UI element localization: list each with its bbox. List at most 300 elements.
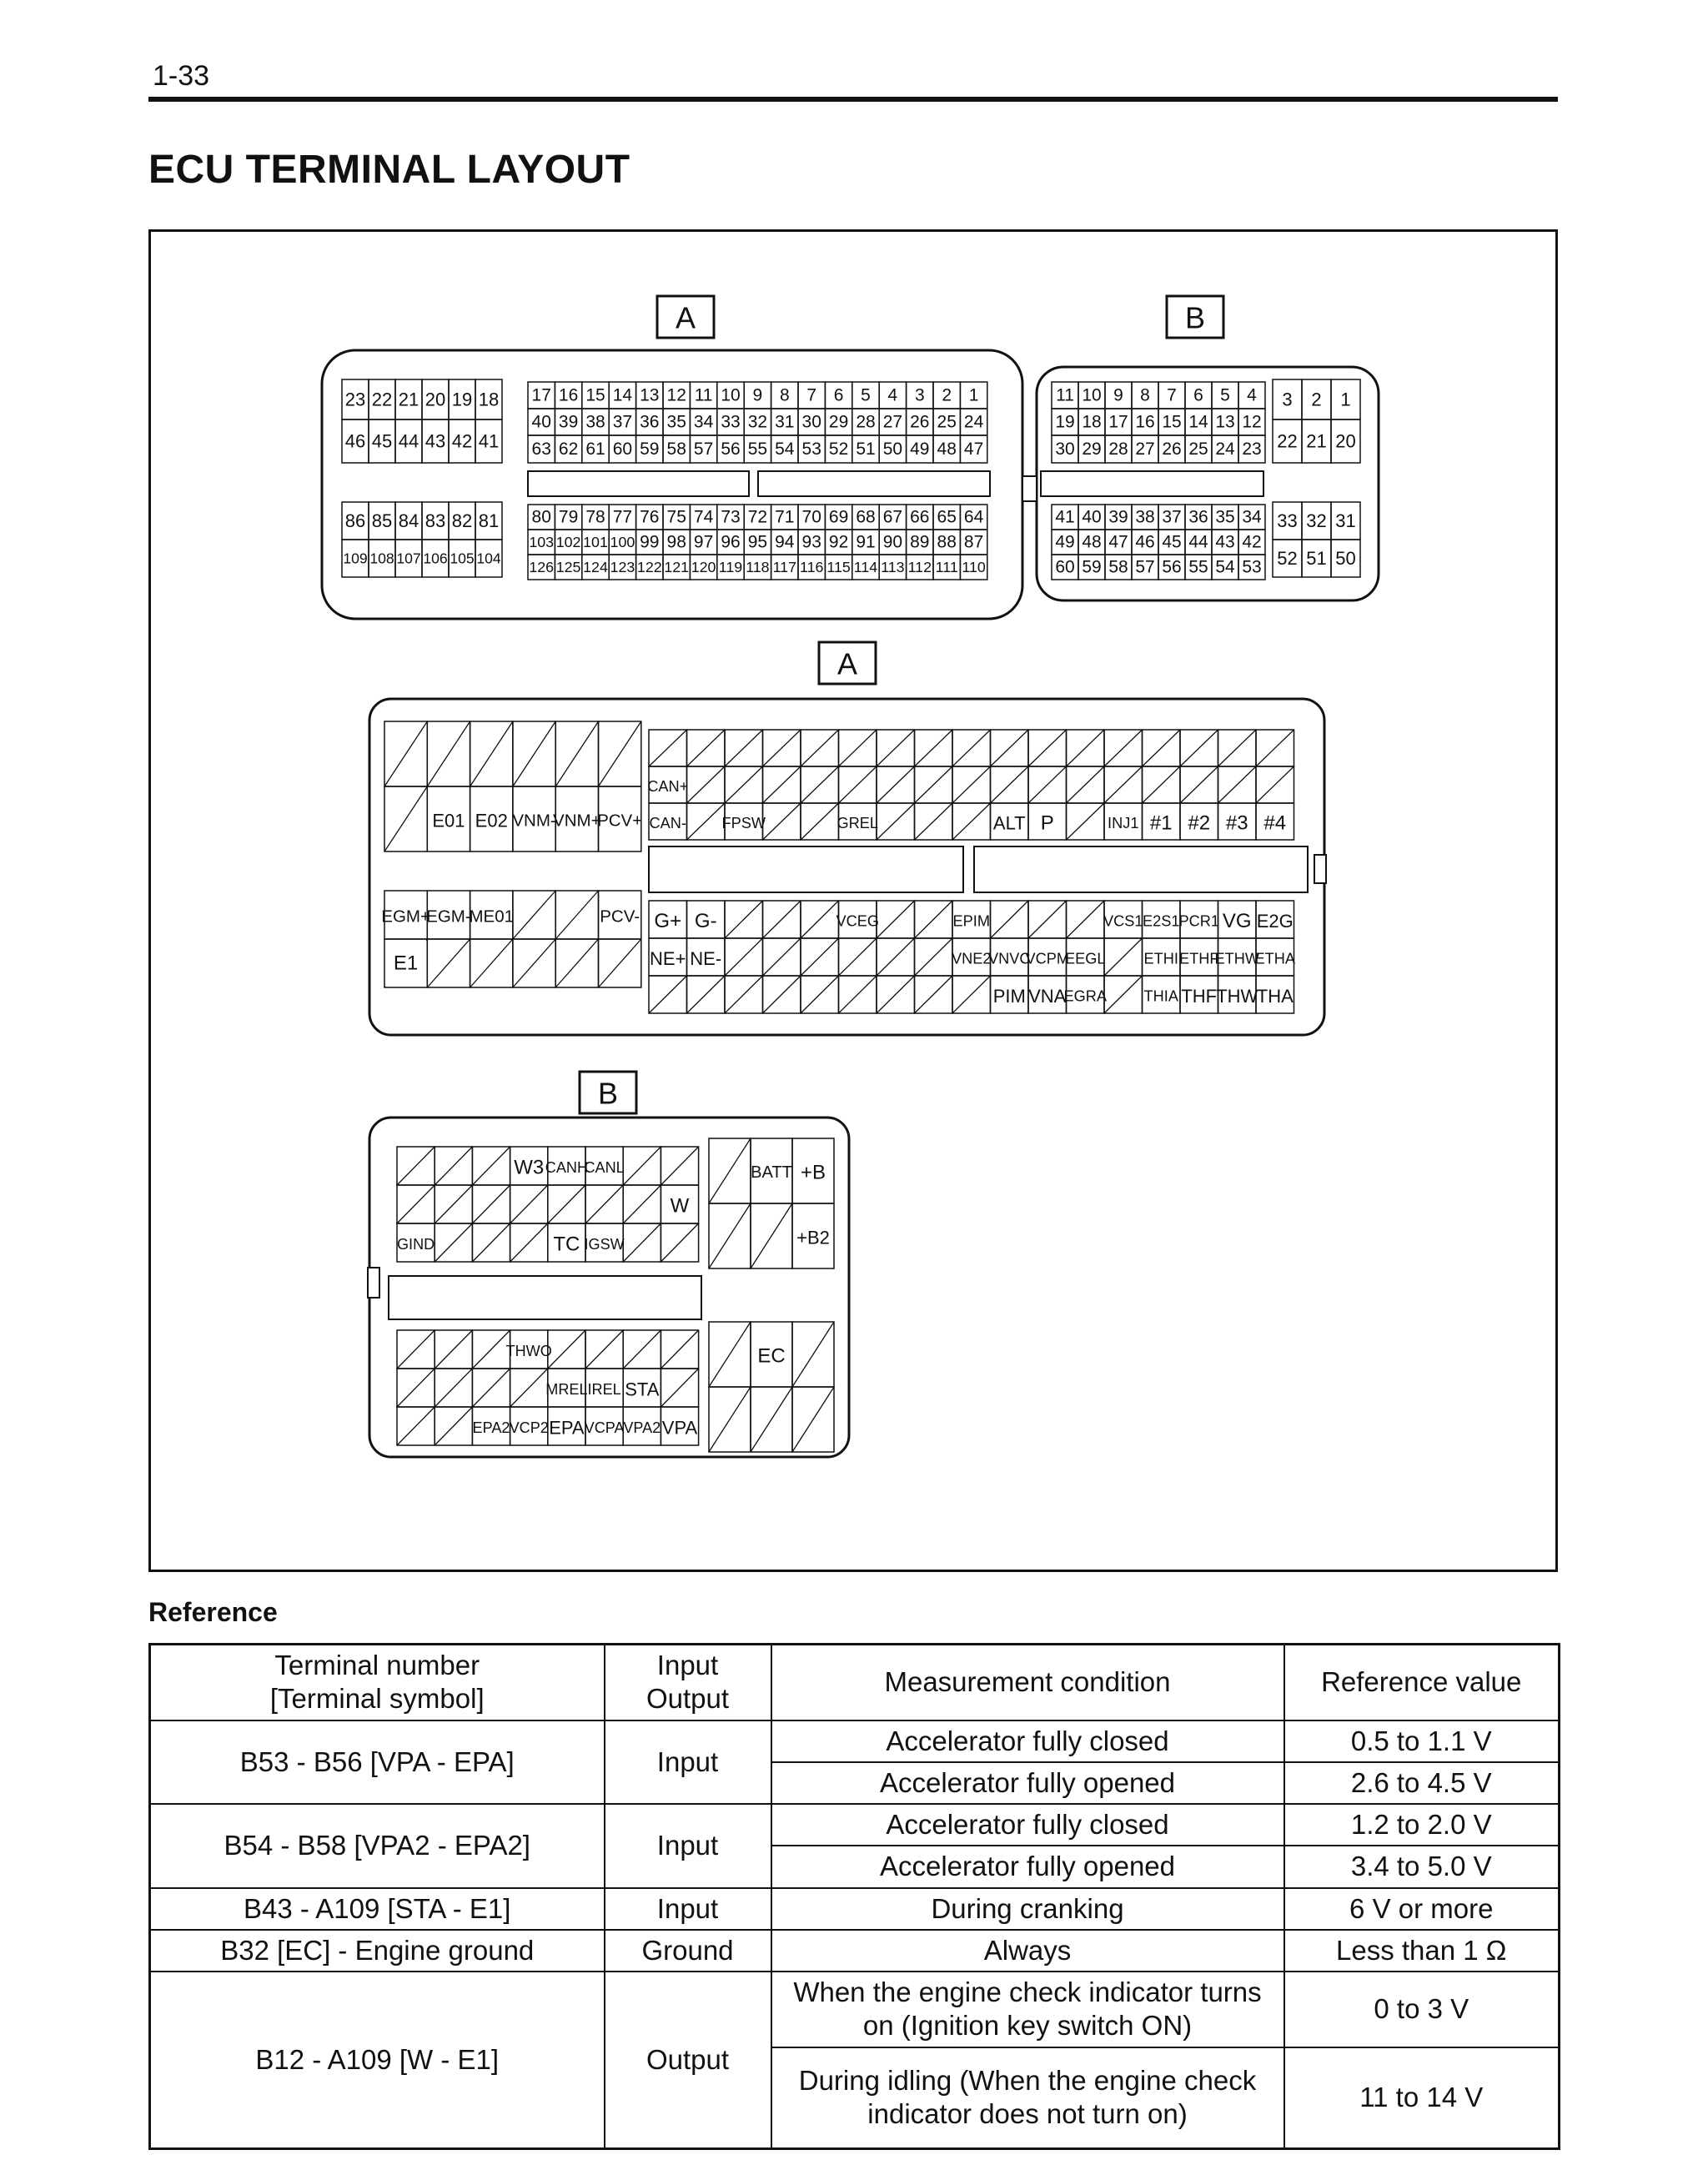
connector-b-left-lower-number: 58 [1108,557,1128,577]
connector-b-label-top: B [1184,300,1206,335]
connector-a-bottom-left-unused-pin [513,891,555,939]
connector-a-top-left-symbol: VNM- [512,811,556,831]
connector-b-bottom-left-unused-pin [472,1330,510,1369]
connector-a-top-right-unused-pin [1218,766,1257,803]
connector-b-left-lower-number: 48 [1082,532,1102,552]
connector-b-top-right-symbol: +B [800,1161,826,1184]
connector-a-left-lower-number: 83 [424,510,446,531]
connector-a-bottom-left-symbol: EGM+ [381,907,431,927]
connector-a-right-upper-number: 8 [779,385,790,405]
connector-b-left-upper-number: 27 [1135,440,1155,459]
connector-a-right-upper-number: 17 [531,385,551,405]
connector-b-left-lower-number: 60 [1055,557,1075,577]
connector-a-right-lower-number: 64 [963,507,984,527]
connector-b-left-upper-number: 30 [1055,440,1075,459]
connector-b-left-upper-number: 10 [1082,385,1102,405]
connector-b-top-left-unused-pin [435,1223,472,1262]
connector-a-right-upper-number: 59 [640,440,660,459]
connector-b-bottom-left-symbol: EPA2 [472,1419,510,1436]
connector-a-top-right-symbol: INJ1 [1108,815,1139,831]
value-cell: 0 to 3 V [1284,1972,1560,2047]
connector-b-top-left-unused-pin [585,1185,623,1223]
connector-a-bottom-right-unused-pin [763,976,801,1013]
connector-a-top-right-unused-pin [1180,766,1218,803]
connector-a-top-right-unused-pin [687,803,726,840]
connector-a-bottom-right-unused-pin [915,976,953,1013]
connector-a-top-right-unused-pin [1028,730,1067,766]
connector-a-right-lower-number: 73 [721,507,741,527]
connector-a-bottom-right-unused-pin [877,976,915,1013]
connector-b-key-notch [368,1268,379,1298]
connector-b-left-upper-number: 24 [1215,440,1235,459]
value-cell: 2.6 to 4.5 V [1284,1762,1560,1804]
connector-b-left-lower-number: 35 [1215,507,1235,527]
connector-a-top-right-unused-pin [952,803,991,840]
connector-b-top-left-symbol: TC [553,1233,580,1256]
connector-a-right-upper-number: 55 [747,440,768,459]
connector-a-top-left-symbol: E02 [475,810,508,831]
connector-b-bottom-left-unused-pin [510,1369,548,1407]
connector-a-right-upper-number: 31 [775,412,795,432]
connector-a-bottom-right-unused-pin [1104,938,1143,976]
connector-a-bottom-right-unused-pin [649,976,687,1013]
connector-b-left-lower-number: 49 [1055,532,1075,552]
connector-b-top-right-unused-pin [751,1203,792,1268]
connector-b-bottom-left-symbol: STA [625,1379,660,1400]
connector-a-top-right-unused-pin [801,803,839,840]
connector-a-right-upper-number: 57 [693,440,714,459]
connector-b-left-lower-number: 41 [1055,507,1075,527]
connector-b-bottom-left-symbol: THWO [505,1343,552,1359]
connector-a-left-lower-number: 106 [423,550,448,567]
connector-a-bottom-left-unused-pin [470,939,513,987]
connector-b-bottom-left-unused-pin [623,1330,661,1369]
connector-a-right-upper-number: 9 [752,385,763,405]
connector-b-left-lower-number: 44 [1188,532,1208,552]
connector-a-right-upper-number: 52 [828,440,849,459]
connector-a-top-right-unused-pin [991,730,1029,766]
connector-a-bottom-right-symbol: ETHF [1179,950,1219,967]
connector-b-left-upper-number: 25 [1188,440,1208,459]
connector-b-left-upper-number: 19 [1055,412,1075,432]
connector-a-right-lower-number: 88 [937,532,957,552]
connector-b-right-upper-number: 3 [1282,389,1293,410]
connector-a-right-upper-number: 7 [806,385,817,405]
connector-a-right-upper-number: 16 [558,385,579,405]
connector-b-bottom-left-unused-pin [435,1407,472,1445]
connector-b-top-right-unused-pin [709,1138,751,1203]
connector-a-left-lower-number: 86 [344,510,366,531]
connector-a-left-lower-number: 85 [371,510,393,531]
connector-a-bottom-left-symbol: ME01 [469,907,515,927]
connector-a-top-right-symbol: FPSW [721,815,766,831]
connector-b-left-lower-number: 36 [1188,507,1208,527]
connector-a-right-lower-number: 69 [828,507,849,527]
page-title: ECU TERMINAL LAYOUT [148,148,630,192]
connector-a-right-lower-number: 94 [775,532,795,552]
connector-b-left-upper-number: 29 [1082,440,1102,459]
connector-a-top-right-unused-pin [1218,730,1257,766]
connector-a-top-right-symbol: #2 [1188,811,1211,835]
connector-a-right-upper-number: 10 [721,385,741,405]
connector-a-bottom-left-unused-pin [555,939,598,987]
connector-b-left-lower-number: 42 [1242,532,1262,552]
connector-a-top-right-unused-pin [1104,730,1143,766]
connector-a-right-upper-number: 37 [612,412,633,432]
connector-b-right-upper-number: 20 [1335,430,1356,452]
connector-a-right-lower-number: 74 [693,507,714,527]
connector-a-divider-right [974,846,1308,892]
reference-label: Reference [148,1597,278,1627]
connector-a-bottom-right-unused-pin [725,901,763,938]
connector-b-left-lower-number: 40 [1082,507,1102,527]
condition-cell: When the engine check indicator turns on (Ignition key switch ON) [771,1972,1284,2047]
connector-a-bottom-right-unused-pin [687,976,726,1013]
connector-b-top-left-unused-pin [661,1147,698,1185]
connector-b-top-right-symbol: +B2 [796,1227,830,1248]
connector-a-right-upper-number: 1 [968,385,979,405]
connector-a-left-upper-number: 23 [344,389,366,410]
connector-a-bottom-right-symbol: VG [1222,910,1252,932]
connector-a-bottom-right-symbol: VCPM [1025,950,1070,967]
connector-b-right-lower-number: 51 [1306,548,1327,569]
connector-b-left-upper-number: 14 [1188,412,1208,432]
connector-a-right-lower-number: 91 [856,532,876,552]
connector-a-top-right-unused-pin [915,730,953,766]
connector-a-divider-left [528,471,749,496]
connector-a-right-lower-number: 119 [718,559,743,575]
connector-a-bottom-left-unused-pin [513,939,555,987]
connector-a-bottom-right-unused-pin [725,938,763,976]
connector-a-bottom-right-unused-pin [801,976,839,1013]
connector-a-top-right-unused-pin [725,766,763,803]
connector-a-right-upper-number: 58 [666,440,686,459]
connector-a-bottom-right-unused-pin [952,976,991,1013]
connector-b-bottom-left-symbol: VCPA [584,1419,625,1436]
connector-a-right-lower-number: 112 [907,559,932,575]
connector-a-bottom-right-unused-pin [725,976,763,1013]
connector-b-top-left-symbol: W3 [514,1156,545,1179]
connector-a-left-upper-number: 41 [478,430,500,452]
connector-a-right-lower-number: 80 [531,507,551,527]
table-row [150,1804,1560,1846]
connector-a-bottom-right-unused-pin [1067,901,1105,938]
connector-b-top-left-symbol: W [670,1194,690,1218]
connector-a-top-right-unused-pin [952,730,991,766]
connector-a-right-lower-number: 71 [775,507,795,527]
header-value: Reference value [1284,1645,1560,1720]
connector-a-right-upper-number: 4 [887,385,898,405]
connector-a-bottom-right-symbol: THF [1181,986,1218,1007]
connector-a-top-left-symbol: E01 [432,810,465,831]
connector-a-right-upper-number: 62 [558,440,579,459]
connector-a-top-left-unused-pin [470,721,513,786]
connector-a-top-right-unused-pin [877,730,915,766]
connector-b-left-lower-number: 45 [1162,532,1182,552]
connector-b-top-left-symbol: GIND [396,1236,435,1253]
connector-a-bottom-right-unused-pin [991,901,1029,938]
connector-b-left-upper-number: 4 [1247,385,1257,405]
table-row [150,1930,1560,1972]
connector-b-left-upper-number: 28 [1108,440,1128,459]
connector-b-top-left-unused-pin [397,1147,435,1185]
connector-a-top-right-unused-pin [839,766,877,803]
connector-a-top-right-unused-pin [1028,766,1067,803]
condition-cell: Accelerator fully closed [771,1720,1284,1762]
connector-a-top-right-unused-pin [1256,730,1294,766]
connector-a-right-lower-number: 87 [963,532,984,552]
connector-b-bottom-left-symbol: VPA2 [623,1419,661,1436]
connector-a-right-upper-number: 34 [693,412,714,432]
connector-b-left-upper-number: 17 [1108,412,1128,432]
value-cell: 6 V or more [1284,1888,1560,1930]
connector-a-bottom-right-symbol: NE- [690,948,722,969]
connector-a-right-lower-number: 121 [664,559,690,575]
connector-a-right-upper-number: 63 [531,440,551,459]
connector-a-bottom-right-unused-pin [877,901,915,938]
connector-a-right-upper-number: 50 [882,440,903,459]
connector-b-left-lower-number: 59 [1082,557,1102,577]
connector-a-left-upper-number: 20 [424,389,446,410]
connector-b-bottom-left-unused-pin [661,1369,698,1407]
connector-a-right-lower-number: 98 [666,532,686,552]
connector-b-bottom-left-unused-pin [397,1330,435,1369]
connector-b-right-upper-number: 1 [1340,389,1351,410]
connector-b-left-lower-number: 57 [1135,557,1155,577]
connector-a-right-lower-number: 118 [746,559,770,575]
connector-b-left-lower-number: 39 [1108,507,1128,527]
connector-a-right-upper-number: 60 [612,440,633,459]
header-io: Input Output [605,1645,771,1720]
header-terminal: Terminal number [Terminal symbol] [150,1645,605,1720]
connector-b-top-left-unused-pin [472,1185,510,1223]
connector-a-left-lower-number: 109 [343,550,368,567]
connector-a-bottom-right-symbol: PCR1 [1178,912,1220,930]
connector-a-right-lower-number: 79 [558,507,579,527]
value-cell: 3.4 to 5.0 V [1284,1846,1560,1887]
connector-a-left-upper-number: 45 [371,430,393,452]
header-rule [148,97,1558,102]
connector-a-top-right-unused-pin [801,730,839,766]
connector-a-left-upper-number: 21 [398,389,419,410]
connector-b-bottom-right-unused-pin [792,1387,834,1452]
connector-a-right-lower-number: 122 [636,559,662,575]
connector-a-right-upper-number: 5 [861,385,871,405]
connector-a-top-right-symbol: CAN+ [647,778,689,795]
connector-a-top-right-unused-pin [877,766,915,803]
connector-a-label-top: A [675,300,696,335]
table-row [150,1888,1560,1930]
connector-a-top-right-symbol: P [1040,811,1054,835]
terminal-cell: B43 - A109 [STA - E1] [150,1888,605,1930]
connector-a-top-right-symbol: #3 [1225,811,1248,835]
connector-a-right-lower-number: 113 [881,559,905,575]
connector-a-top-right-unused-pin [915,766,953,803]
connector-a-left-lower-number: 108 [369,550,394,567]
connector-a-bottom-right-unused-pin [801,901,839,938]
condition-cell: Accelerator fully opened [771,1762,1284,1804]
connector-a-divider-left [649,846,963,892]
connector-b-left-upper-number: 12 [1242,412,1262,432]
connector-b-left-lower-number: 56 [1162,557,1182,577]
connector-b-left-upper-number: 13 [1215,412,1235,432]
connector-b-bottom-right-symbol: EC [757,1344,786,1368]
connector-a-right-lower-number: 67 [882,507,903,527]
connector-a-bottom-right-unused-pin [763,901,801,938]
connector-a-right-lower-number: 125 [555,559,581,575]
connector-a-top-left-unused-pin [555,721,598,786]
connector-a-right-lower-number: 72 [747,507,768,527]
connector-a-right-upper-number: 39 [558,412,579,432]
connector-b-left-upper-number: 26 [1162,440,1182,459]
connector-b-top-left-unused-pin [510,1223,548,1262]
connector-a-right-upper-number: 13 [640,385,660,405]
connector-b-bottom-left-symbol: IREL [587,1381,621,1398]
connector-b-divider [389,1276,701,1319]
connector-a-right-upper-number: 33 [721,412,741,432]
connector-b-top-left-unused-pin [435,1147,472,1185]
connector-a-left-lower-number: 84 [398,510,419,531]
connector-a-right-lower-number: 100 [610,534,635,550]
connector-a-right-lower-number: 65 [937,507,957,527]
connector-a-right-lower-number: 97 [693,532,714,552]
connector-a-left-upper-number: 42 [451,430,473,452]
connector-a-bottom-right-unused-pin [877,938,915,976]
connector-b-left-lower-number: 47 [1108,532,1128,552]
connector-b-bottom-left-unused-pin [435,1369,472,1407]
connector-b-left-upper-number: 8 [1140,385,1150,405]
connector-a-left-lower-number: 105 [450,550,475,567]
connector-a-bottom-right-symbol: EPIM [952,912,990,930]
connector-b-left-lower-number: 55 [1188,557,1208,577]
connector-b-left-upper-number: 15 [1162,412,1182,432]
table-row [150,1972,1560,2047]
connector-a-top-right-unused-pin [725,730,763,766]
connector-a-right-upper-number: 56 [721,440,741,459]
connector-a-right-lower-number: 102 [555,534,581,550]
value-cell: 11 to 14 V [1284,2047,1560,2149]
connector-a-right-upper-number: 12 [666,385,686,405]
connector-a-bottom-left-symbol: EGM- [426,907,471,927]
connector-b-top-left-unused-pin [661,1223,698,1262]
connector-a-top-right-unused-pin [763,730,801,766]
page-number: 1-33 [153,60,210,92]
connector-a-top-right-unused-pin [1067,766,1105,803]
connector-b-bottom-left-unused-pin [548,1330,585,1369]
connector-b-top-left-symbol: IGSW [584,1236,625,1253]
connector-b-top-left-unused-pin [435,1185,472,1223]
connector-a-bottom-right-symbol: E2S1 [1143,912,1180,930]
connector-a-bottom-right-symbol: EGRA [1063,987,1108,1005]
connector-a-right-lower-number: 96 [721,532,741,552]
connector-a-left-upper-number: 19 [451,389,473,410]
connector-a-right-upper-number: 32 [747,412,768,432]
connector-b-left-lower-number: 54 [1215,557,1235,577]
connector-a-bottom-right-unused-pin [839,976,877,1013]
connector-a-right-lower-number: 123 [610,559,635,575]
connector-b-left-lower-number: 34 [1242,507,1262,527]
connector-a-right-upper-number: 51 [856,440,876,459]
connector-key-notch [1022,476,1037,501]
connector-b-bottom-left-unused-pin [585,1330,623,1369]
io-cell: Output [605,1972,771,2149]
condition-cell: Always [771,1930,1284,1972]
connector-a-right-upper-number: 47 [963,440,984,459]
connector-a-bottom-right-unused-pin [915,901,953,938]
connector-a-top-left-symbol: PCV+ [597,811,643,831]
connector-b-top-left-unused-pin [397,1185,435,1223]
connector-a-top-right-unused-pin [649,730,687,766]
terminal-cell: B32 [EC] - Engine ground [150,1930,605,1972]
connector-a-right-lower-number: 76 [640,507,660,527]
connector-b-left-lower-number: 38 [1135,507,1155,527]
connector-a-bottom-right-symbol: G- [694,910,717,932]
connector-a-top-left-unused-pin [513,721,555,786]
connector-a-right-lower-number: 110 [962,559,986,575]
connector-b-bottom-right-unused-pin [792,1322,834,1387]
connector-a-right-upper-number: 26 [910,412,930,432]
connector-a-right-lower-number: 114 [853,559,878,575]
connector-b-bottom-left-unused-pin [435,1330,472,1369]
connector-b-left-upper-number: 23 [1242,440,1262,459]
connector-a-key-notch [1314,855,1326,883]
connector-a-top-right-unused-pin [1143,730,1181,766]
connector-b-bottom-right-unused-pin [751,1387,792,1452]
connector-b-top-left-unused-pin [510,1185,548,1223]
connector-a-top-left-symbol: VNM+ [553,811,601,831]
connector-b-right-upper-number: 21 [1306,430,1327,452]
connector-a-right-upper-number: 61 [585,440,605,459]
connector-a-right-lower-number: 126 [529,559,555,575]
connector-a-top-right-unused-pin [763,766,801,803]
connector-b-left-lower-number: 43 [1215,532,1235,552]
connector-b-left-upper-number: 5 [1220,385,1230,405]
connector-a-right-lower-number: 77 [612,507,633,527]
connector-b-bottom-left-symbol: VCP2 [509,1419,549,1436]
connector-a-top-right-symbol: #1 [1149,811,1173,835]
connector-b-left-upper-number: 7 [1167,385,1177,405]
connector-a-right-upper-number: 30 [801,412,821,432]
connector-a-right-lower-number: 92 [828,532,849,552]
connector-a-bottom-right-symbol: ETHW [1214,950,1260,967]
connector-a-right-lower-number: 115 [826,559,851,575]
connector-a-bottom-right-symbol: G+ [654,910,682,932]
connector-b-left-lower-number: 53 [1242,557,1262,577]
connector-a-right-upper-number: 27 [882,412,903,432]
connector-a-bottom-right-unused-pin [915,938,953,976]
connector-b-bottom-left-unused-pin [472,1369,510,1407]
connector-a-bottom-right-symbol: VCEG [836,912,880,930]
connector-a-bottom-right-symbol: THW [1216,986,1258,1007]
terminal-cell: B53 - B56 [VPA - EPA] [150,1720,605,1805]
connector-b-left-upper-number: 9 [1113,385,1123,405]
connector-a-bottom-right-unused-pin [1028,901,1067,938]
connector-a-top-right-unused-pin [839,730,877,766]
connector-a-right-lower-number: 117 [772,559,797,575]
condition-cell: During cranking [771,1888,1284,1930]
connector-a-left-lower-number: 104 [476,550,501,567]
connector-a-bottom-right-symbol: ETHI [1143,950,1178,967]
connector-a-top-right-unused-pin [1256,766,1294,803]
connector-a-right-lower-number: 75 [666,507,686,527]
connector-b-right-lower-number: 52 [1277,548,1298,569]
connector-a-top-right-symbol: #4 [1263,811,1287,835]
condition-cell: During idling (When the engine check indicator does not turn on) [771,2047,1284,2149]
connector-b-bottom-left-unused-pin [661,1330,698,1369]
connector-a-top-right-unused-pin [763,803,801,840]
connector-a-right-lower-number: 66 [910,507,930,527]
connector-a-right-upper-number: 29 [828,412,849,432]
